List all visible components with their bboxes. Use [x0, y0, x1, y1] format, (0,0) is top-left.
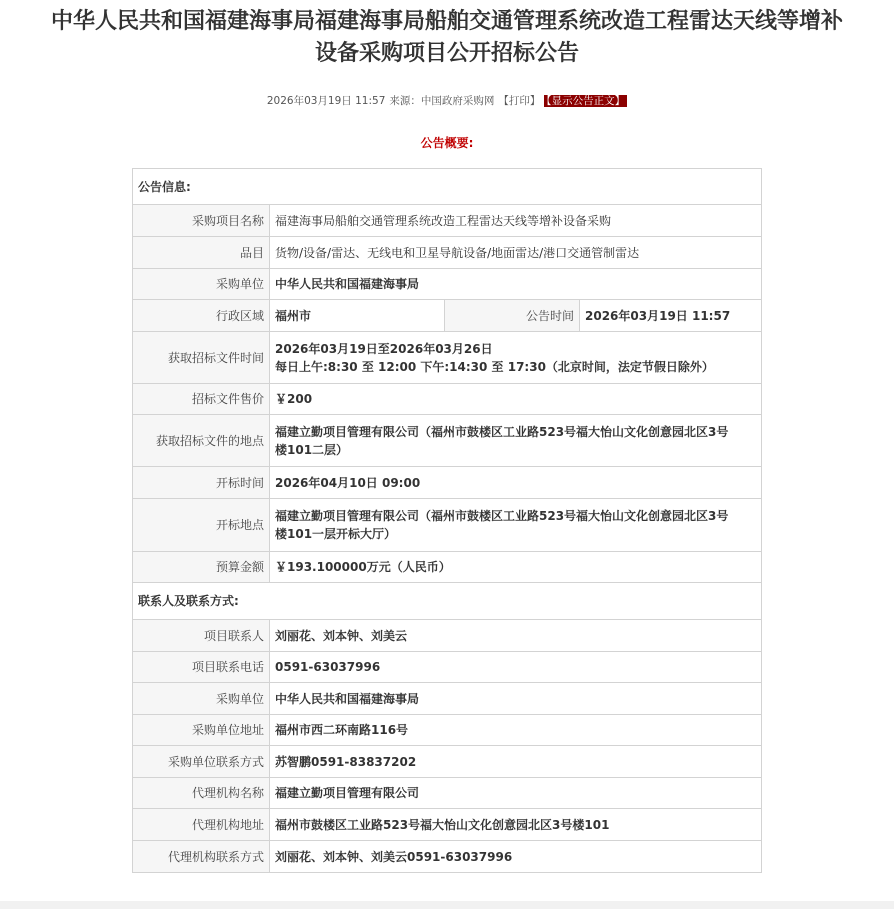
purchaser-value: 中华人民共和国福建海事局	[270, 269, 762, 300]
row-label: 开标时间	[133, 467, 270, 499]
table-row	[133, 499, 762, 552]
page-title-line2: 设备采购项目公开招标公告	[314, 41, 579, 66]
row-label: 项目联系人	[133, 620, 270, 652]
source-label: 来源：	[389, 95, 421, 107]
contact-purchaser-value: 中华人民共和国福建海事局	[270, 683, 762, 715]
doc-price-value: ￥200	[270, 384, 762, 415]
open-time-value: 2026年04月10日 09:00	[270, 467, 762, 499]
table-row	[133, 415, 762, 467]
doc-place-value	[270, 415, 762, 467]
table-row	[133, 384, 762, 415]
row-label: 获取招标文件的地点	[133, 415, 270, 467]
section-announcement-info: 公告信息:	[133, 169, 762, 205]
row-label: 采购项目名称	[133, 205, 270, 237]
row-label: 代理机构联系方式	[133, 841, 270, 873]
budget-value: ￥193.100000万元（人民币）	[270, 552, 762, 583]
doc-time-value	[270, 332, 762, 384]
doc-time-hours: 每日上午:8:30 至 12:00 下午:14:30 至 17:30（北京时间，法定节假日除外）	[275, 359, 714, 374]
show-announcement-button[interactable]: 【显示公告正文】	[546, 95, 626, 107]
agency-contact-value: 刘丽花、刘本钟、刘美云0591-63037996	[270, 841, 762, 873]
row-label: 代理机构地址	[133, 809, 270, 841]
project-name-value: 福建海事局船舶交通管理系统改造工程雷达天线等增补设备采购	[270, 205, 762, 237]
row-label: 采购单位联系方式	[133, 746, 270, 778]
table-row	[133, 841, 762, 873]
announcement-table	[132, 168, 762, 873]
footer-bar	[0, 901, 894, 909]
row-label: 开标地点	[133, 499, 270, 552]
print-link[interactable]: 【打印】	[498, 95, 541, 107]
table-row	[133, 552, 762, 583]
row-label: 预算金额	[133, 552, 270, 583]
open-place-value	[270, 499, 762, 552]
row-label: 代理机构名称	[133, 778, 270, 809]
doc-place-line1: 福建立勤项目管理有限公司（福州市鼓楼区工业路523号福大怡山文化创意园北区3号	[275, 424, 729, 439]
table-row	[133, 809, 762, 841]
row-label: 采购单位	[133, 683, 270, 715]
open-place-line1: 福建立勤项目管理有限公司（福州市鼓楼区工业路523号福大怡山文化创意园北区3号	[275, 509, 729, 523]
section-contact-info: 联系人及联系方式:	[133, 583, 762, 620]
source-link[interactable]: 中国政府采购网	[420, 95, 495, 107]
row-label: 采购单位	[133, 269, 270, 300]
summary-heading: 公告概要:	[420, 136, 474, 150]
table-row	[133, 583, 762, 620]
agency-address-value: 福州市鼓楼区工业路523号福大怡山文化创意园北区3号楼101	[270, 809, 762, 841]
table-row	[133, 778, 762, 809]
table-row	[133, 683, 762, 715]
publish-datetime: 2026年03月19日 11:57	[266, 95, 386, 107]
table-row	[133, 332, 762, 384]
project-contact-value: 刘丽花、刘本钟、刘美云	[270, 620, 762, 652]
purchaser-address-value: 福州市西二环南路116号	[270, 715, 762, 746]
doc-place-line2: 楼101二层）	[275, 442, 349, 457]
table-row	[133, 620, 762, 652]
project-phone-value: 0591-63037996	[270, 652, 762, 683]
row-label: 项目联系电话	[133, 652, 270, 683]
category-value: 货物/设备/雷达、无线电和卫星导航设备/地面雷达/港口交通管制雷达	[270, 237, 762, 269]
open-place-line2: 楼101一层开标大厅）	[275, 527, 397, 541]
meta-bar	[0, 93, 894, 109]
table-row	[133, 269, 762, 300]
doc-time-range: 2026年03月19日至2026年03月26日	[275, 341, 493, 356]
row-label: 品目	[133, 237, 270, 269]
table-row	[133, 169, 762, 205]
table-row	[133, 467, 762, 499]
table-row	[133, 746, 762, 778]
row-label: 获取招标文件时间	[133, 332, 270, 384]
agency-name-value: 福建立勤项目管理有限公司	[270, 778, 762, 809]
table-row	[133, 300, 762, 332]
row-label: 公告时间	[445, 300, 580, 332]
page-title-line1: 中华人民共和国福建海事局福建海事局船舶交通管理系统改造工程雷达天线等增补	[50, 9, 843, 34]
table-row	[133, 652, 762, 683]
region-value: 福州市	[270, 300, 445, 332]
table-row	[133, 205, 762, 237]
announce-time-value: 2026年03月19日 11:57	[580, 300, 762, 332]
table-row	[133, 715, 762, 746]
row-label: 招标文件售价	[133, 384, 270, 415]
row-label: 行政区域	[133, 300, 270, 332]
purchaser-contact-value: 苏智鹏0591-83837202	[270, 746, 762, 778]
page-title	[0, 6, 894, 70]
row-label: 采购单位地址	[133, 715, 270, 746]
table-row	[133, 237, 762, 269]
